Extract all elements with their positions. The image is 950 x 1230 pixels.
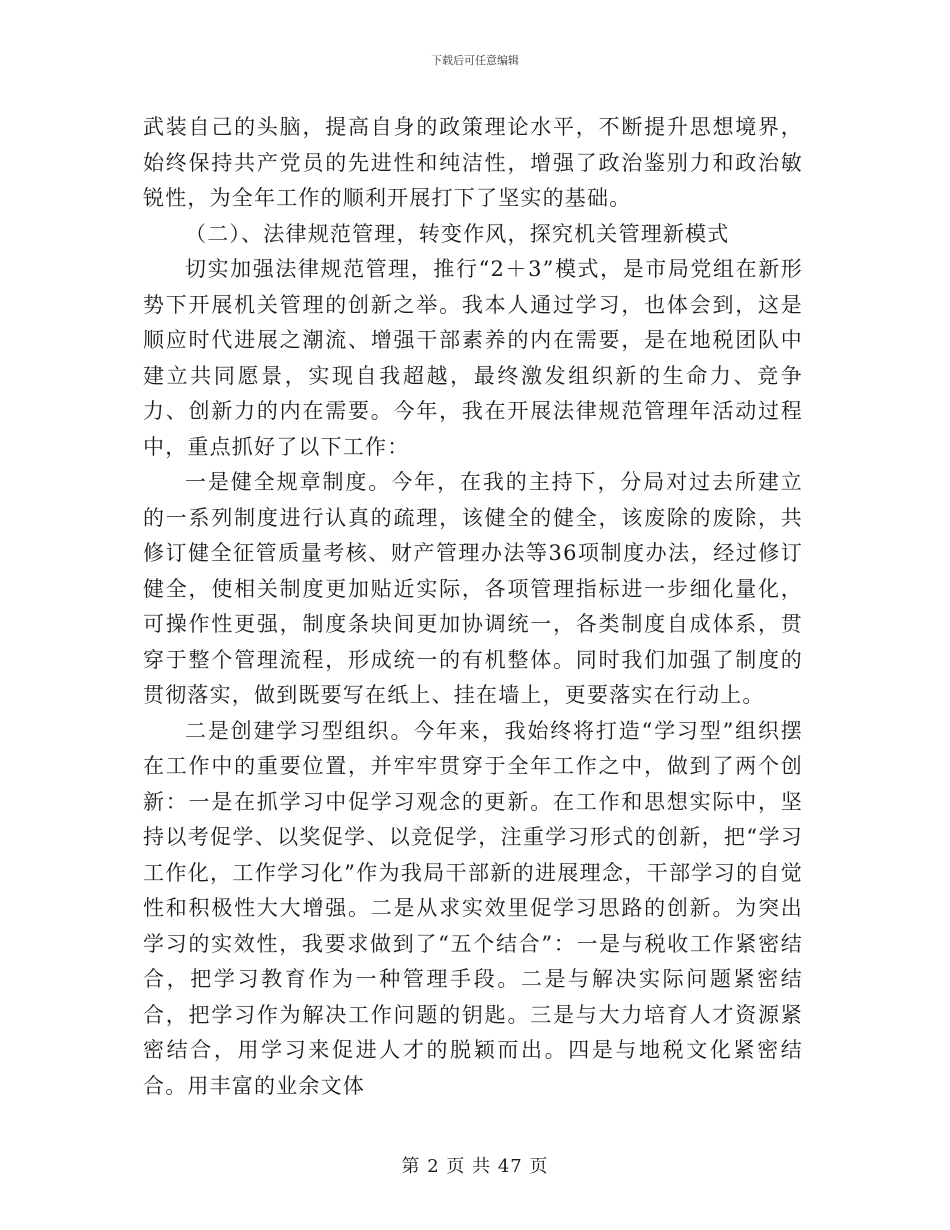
header-note: 下载后可任意编辑 — [431, 54, 519, 67]
paragraph: 一是健全规章制度。今年，在我的主持下，分局对过去所建立的一系列制度进行认真的疏理，该健全的健全，该废除的废除，共修订健全征管质量考核、财产管理办法等36项制度办法，经过修订健全，使相关制度更加贴近实际，各项管理指标进一步细化量化，可操作性更强，制度条块间更加协调统一，各类制度自成体系，贯穿于整个管理流程，形成统一的有机整体。同时我们加强了制度的贯彻落实，做到既要写在纸上、挂在墙上，更要落实在行动上。 — [143, 470, 803, 707]
section-heading: （二）、法律规范管理，转变作风，探究机关管理新模式 — [185, 221, 730, 246]
paragraph: 二是创建学习型组织。今年来，我始终将打造“学习型”组织摆在工作中的重要位置，并牢牢贯穿于全年工作之中，做到了两个创新：一是在抓学习中促学习观念的更新。在工作和思想实际中，坚持以考促学、以奖促学、以竞促学，注重学习形式的创新，把“学习工作化，工作学习化”作为我局干部新的进展理念，干部学习的自觉性和积极性大大增强。二是从求实效里促学习思路的创新。为突出学习的实效性，我要求做到了“五个结合”：一是与税收工作紧密结合，把学习教育作为一种管理手段。二是与解决实际问题紧密结合，把学习作为解决工作问题的钥匙。三是与大力培育人才资源紧密结合，用学习来促进人才的脱颖而出。四是与地税文化紧密结合。用丰富的业余文体 — [143, 718, 803, 1098]
document-body — [143, 110, 803, 1104]
paragraph: 切实加强法律规范管理，推行“2＋3”模式，是市局党组在新形势下开展机关管理的创新之举。我本人通过学习，也体会到，这是顺应时代进展之潮流、增强干部素养的内在需要，是在地税团队中建立共同愿景，实现自我超越，最终激发组织新的生命力、竞争力、创新力的内在需要。今年，我在开展法律规范管理年活动过程中，重点抓好了以下工作： — [143, 257, 803, 459]
paragraph-continuation: 武装自己的头脑，提高自身的政策理论水平，不断提升思想境界，始终保持共产党员的先进性和纯洁性，增强了政治鉴别力和政治敏锐性，为全年工作的顺利开展打下了坚实的基础。 — [143, 115, 803, 210]
page-number: 第 2 页 共 47 页 — [401, 1156, 549, 1177]
